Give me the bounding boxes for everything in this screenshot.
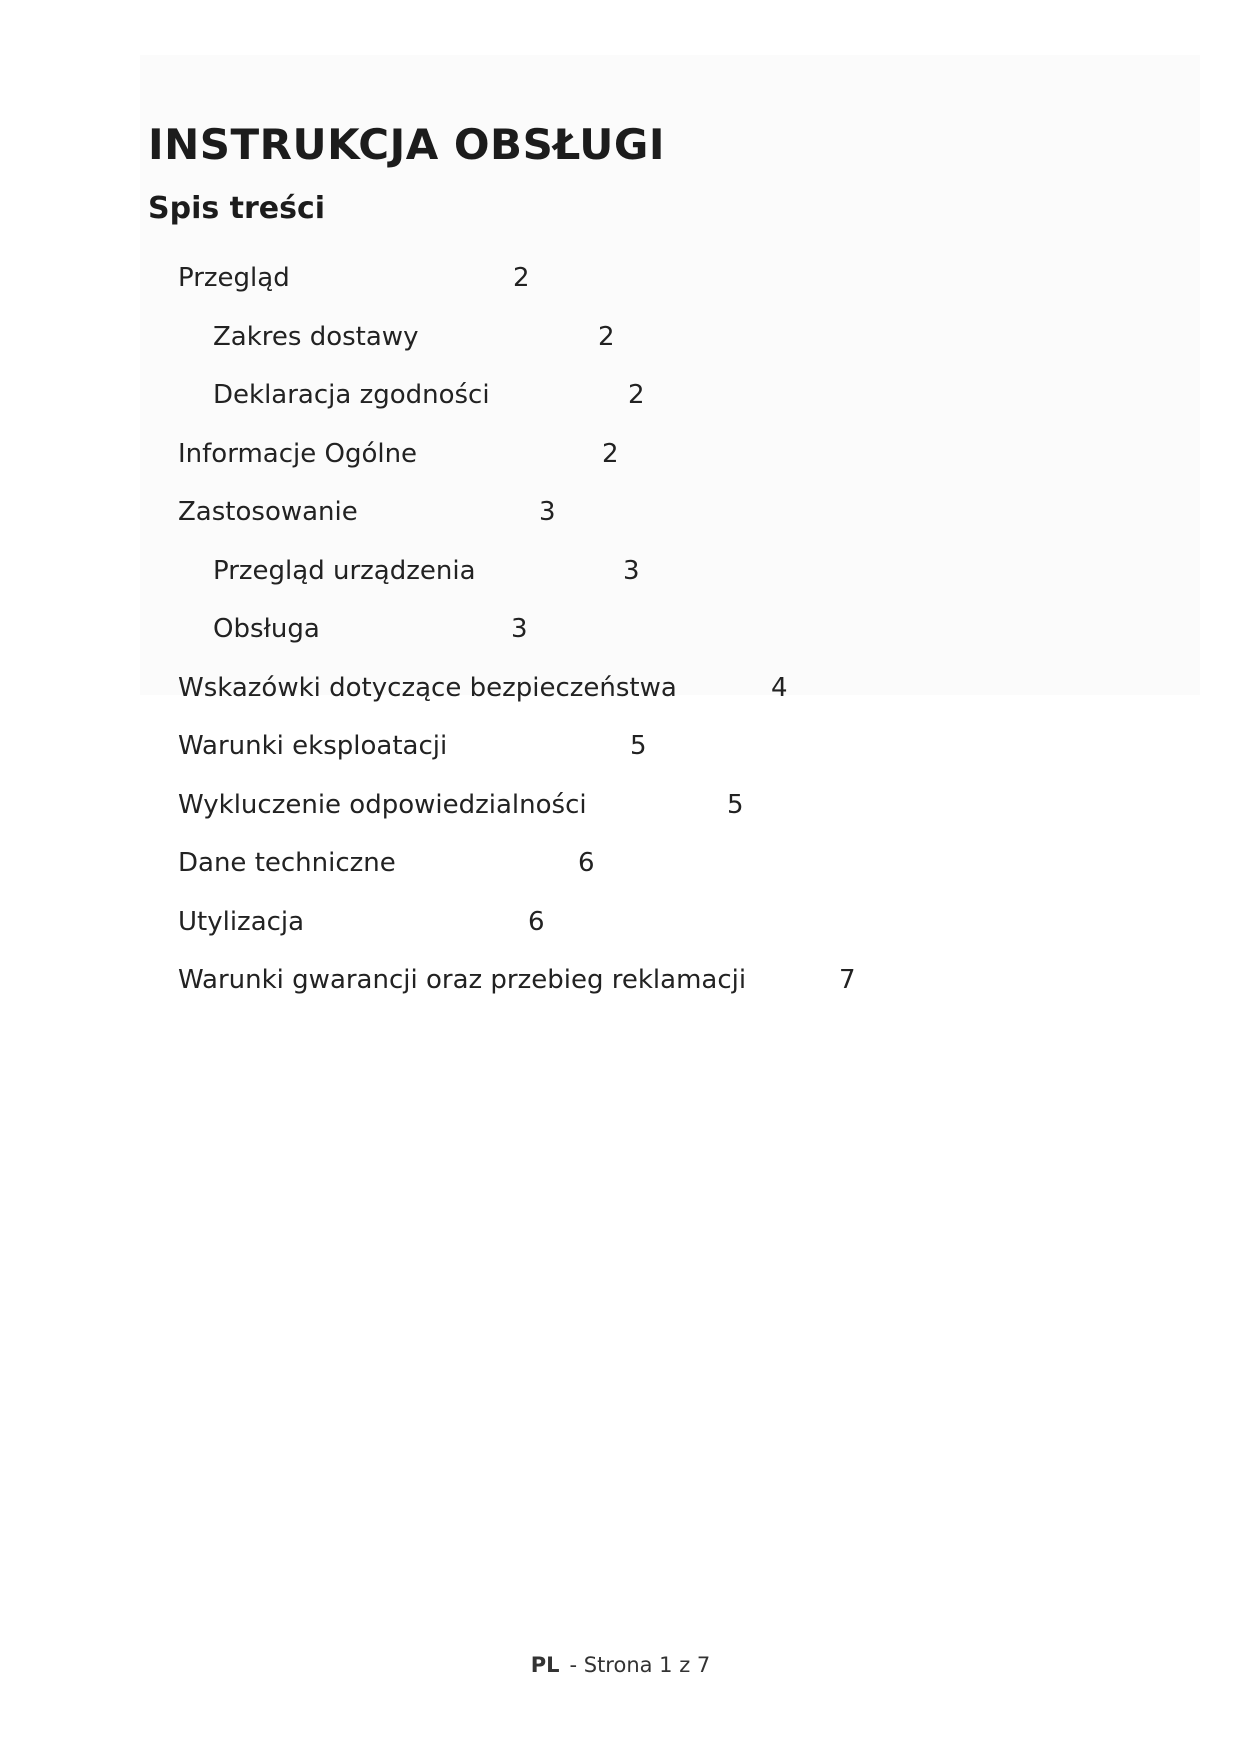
page-title: INSTRUKCJA OBSŁUGI [148,120,665,169]
toc-entry-page: 3 [539,497,556,527]
toc-entry-page: 3 [623,556,640,586]
toc-entry[interactable] [178,258,1078,298]
toc-entry[interactable] [178,492,1078,532]
footer-page-number: - Strona 1 z 7 [569,1653,711,1677]
toc-entry-label: Dane techniczne [178,848,396,878]
page-footer [0,1651,1241,1679]
toc-entry-page: 3 [511,614,528,644]
toc-entry-label: Zakres dostawy [213,322,419,352]
toc-entry-page: 2 [598,322,615,352]
toc-entry-page: 5 [630,731,647,761]
toc-entry[interactable] [178,902,1078,942]
toc-entry-label: Warunki eksploatacji [178,731,448,761]
toc-entry-page: 2 [602,439,619,469]
toc-entry-label: Wykluczenie odpowiedzialności [178,790,587,820]
toc-entry-label: Wskazówki dotyczące bezpieczeństwa [178,673,677,703]
toc-entry-page: 4 [771,673,788,703]
toc-heading: Spis treści [148,191,326,226]
toc-entry-page: 6 [578,848,595,878]
toc-entry[interactable] [178,668,1078,708]
toc-entry[interactable] [178,785,1078,825]
toc-entry-label: Przegląd [178,263,290,293]
toc-entry[interactable] [213,609,1113,649]
toc-entry-label: Przegląd urządzenia [213,556,476,586]
footer-language: PL [530,1653,560,1677]
toc-entry-page: 7 [839,965,856,995]
toc-entry-label: Deklaracja zgodności [213,380,490,410]
toc-entry-label: Zastosowanie [178,497,358,527]
toc-entry[interactable] [213,375,1113,415]
toc-entry[interactable] [178,843,1078,883]
toc-entry-label: Obsługa [213,614,320,644]
toc-entry-label: Utylizacja [178,907,305,937]
toc-entry-label: Warunki gwarancji oraz przebieg reklamacji [178,965,747,995]
toc-entry-page: 6 [528,907,545,937]
toc-entry-page: 2 [513,263,530,293]
toc-entry[interactable] [213,317,1113,357]
toc-entry[interactable] [213,551,1113,591]
toc-entry[interactable] [178,960,1078,1000]
toc-entry-label: Informacje Ogólne [178,439,418,469]
toc-entry-page: 5 [727,790,744,820]
toc-entry[interactable] [178,726,1078,766]
toc-entry[interactable] [178,434,1078,474]
toc-entry-page: 2 [628,380,645,410]
